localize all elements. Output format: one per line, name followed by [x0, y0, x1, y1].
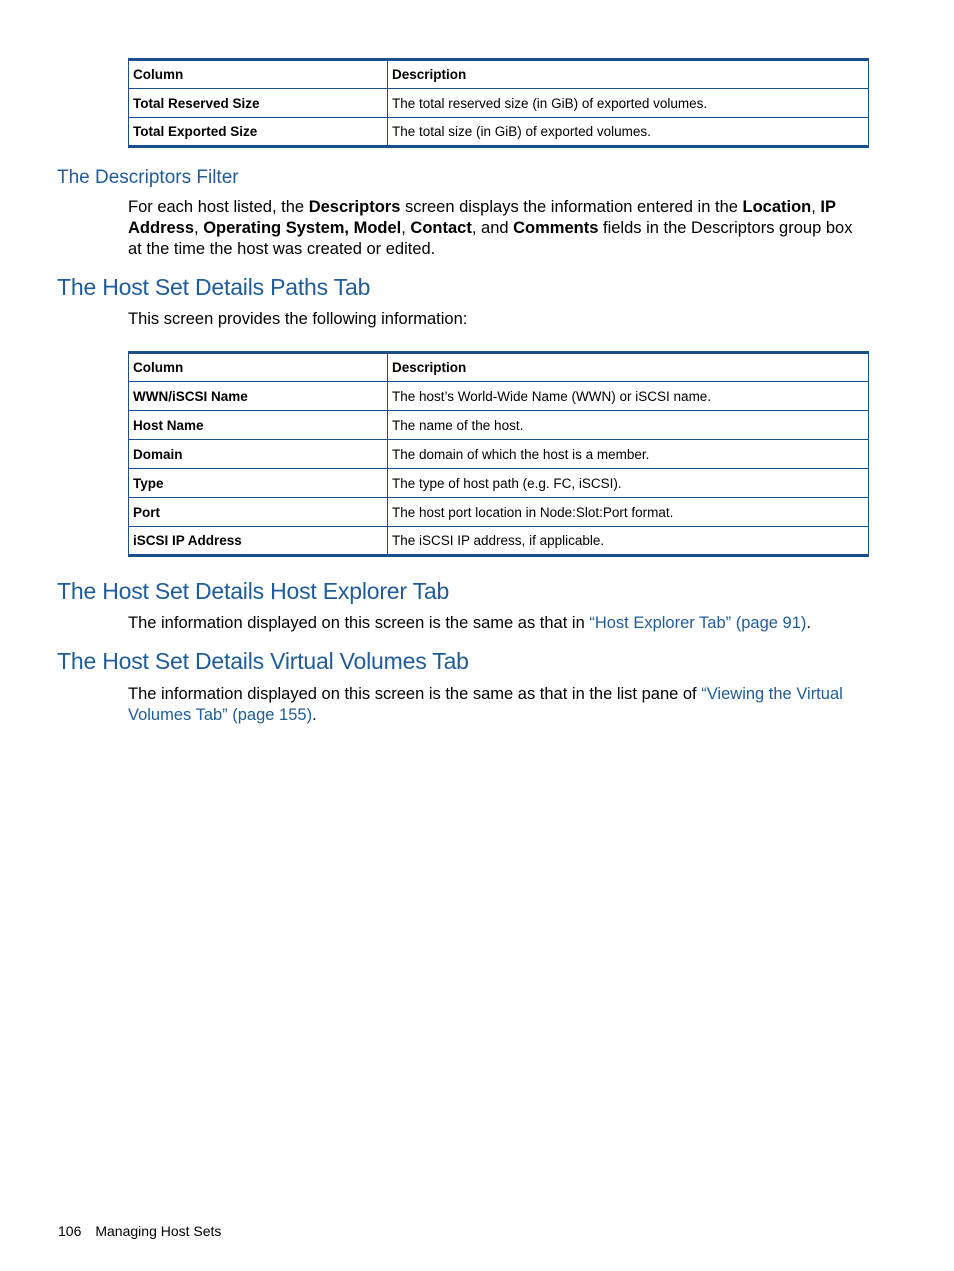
bold-term: Comments — [513, 219, 599, 237]
text: For each host listed, the — [128, 198, 309, 216]
text: The information displayed on this screen is the same as that in — [128, 614, 590, 632]
text: . — [806, 614, 811, 632]
paths-intro: This screen provides the following information: — [128, 310, 468, 328]
virtual-paragraph — [128, 684, 868, 726]
row-key: iSCSI IP Address — [129, 527, 388, 556]
explorer-heading: The Host Set Details Host Explorer Tab — [57, 578, 450, 604]
table-row — [129, 440, 869, 469]
row-description: The total reserved size (in GiB) of exported volumes. — [388, 89, 869, 118]
row-key: Domain — [129, 440, 388, 469]
description-header: Description — [388, 60, 869, 89]
bold-term: Contact — [410, 219, 472, 237]
text: The information displayed on this screen is the same as that in the list pane of — [128, 685, 702, 703]
table-row — [129, 498, 869, 527]
table-row — [129, 469, 869, 498]
row-description: The type of host path (e.g. FC, iSCSI). — [388, 469, 869, 498]
summary-table — [128, 58, 869, 148]
descriptors-paragraph — [128, 197, 868, 260]
row-description: The host port location in Node:Slot:Port format. — [388, 498, 869, 527]
row-key: Total Reserved Size — [129, 89, 388, 118]
text: , and — [471, 219, 514, 237]
description-header: Description — [388, 353, 869, 382]
page-number: 106 — [58, 1223, 82, 1239]
footer-section: Managing Host Sets — [95, 1223, 222, 1239]
text: . — [312, 706, 317, 724]
host-explorer-link[interactable]: “Host Explorer Tab” (page 91) — [589, 614, 807, 632]
table-row — [129, 118, 869, 147]
column-header: Column — [129, 60, 388, 89]
row-description: The total size (in GiB) of exported volumes. — [388, 118, 869, 147]
table-row — [129, 89, 869, 118]
row-key: Type — [129, 469, 388, 498]
paths-heading: The Host Set Details Paths Tab — [57, 274, 371, 300]
row-description: The host’s World-Wide Name (WWN) or iSCSI name. — [388, 382, 869, 411]
row-description: The domain of which the host is a member. — [388, 440, 869, 469]
text: , — [194, 219, 204, 237]
text: screen displays the information entered in the — [400, 198, 743, 216]
virtual-volumes-link[interactable]: “Viewing the Virtual Volumes Tab” (page 155) — [128, 685, 843, 724]
row-key: Total Exported Size — [129, 118, 388, 147]
explorer-paragraph — [128, 613, 868, 634]
bold-term: Location — [742, 198, 812, 216]
table-header-row — [129, 353, 869, 382]
column-header: Column — [129, 353, 388, 382]
table-row — [129, 527, 869, 556]
text: fields in the Descriptors group box at the time the host was created or edited. — [128, 219, 853, 258]
paths-table — [128, 351, 869, 557]
bold-term: Operating System, Model — [203, 219, 402, 237]
row-description: The name of the host. — [388, 411, 869, 440]
text: , — [401, 219, 411, 237]
table-row — [129, 382, 869, 411]
row-key: Host Name — [129, 411, 388, 440]
row-description: The iSCSI IP address, if applicable. — [388, 527, 869, 556]
row-key: Port — [129, 498, 388, 527]
text: , — [811, 198, 821, 216]
virtual-heading: The Host Set Details Virtual Volumes Tab — [57, 648, 469, 674]
bold-term: IP Address — [128, 198, 836, 237]
bold-term: Descriptors — [308, 198, 401, 216]
table-header-row — [129, 60, 869, 89]
row-key: WWN/iSCSI Name — [129, 382, 388, 411]
descriptors-heading: The Descriptors Filter — [57, 167, 239, 188]
page-footer — [58, 1223, 221, 1239]
table-row — [129, 411, 869, 440]
